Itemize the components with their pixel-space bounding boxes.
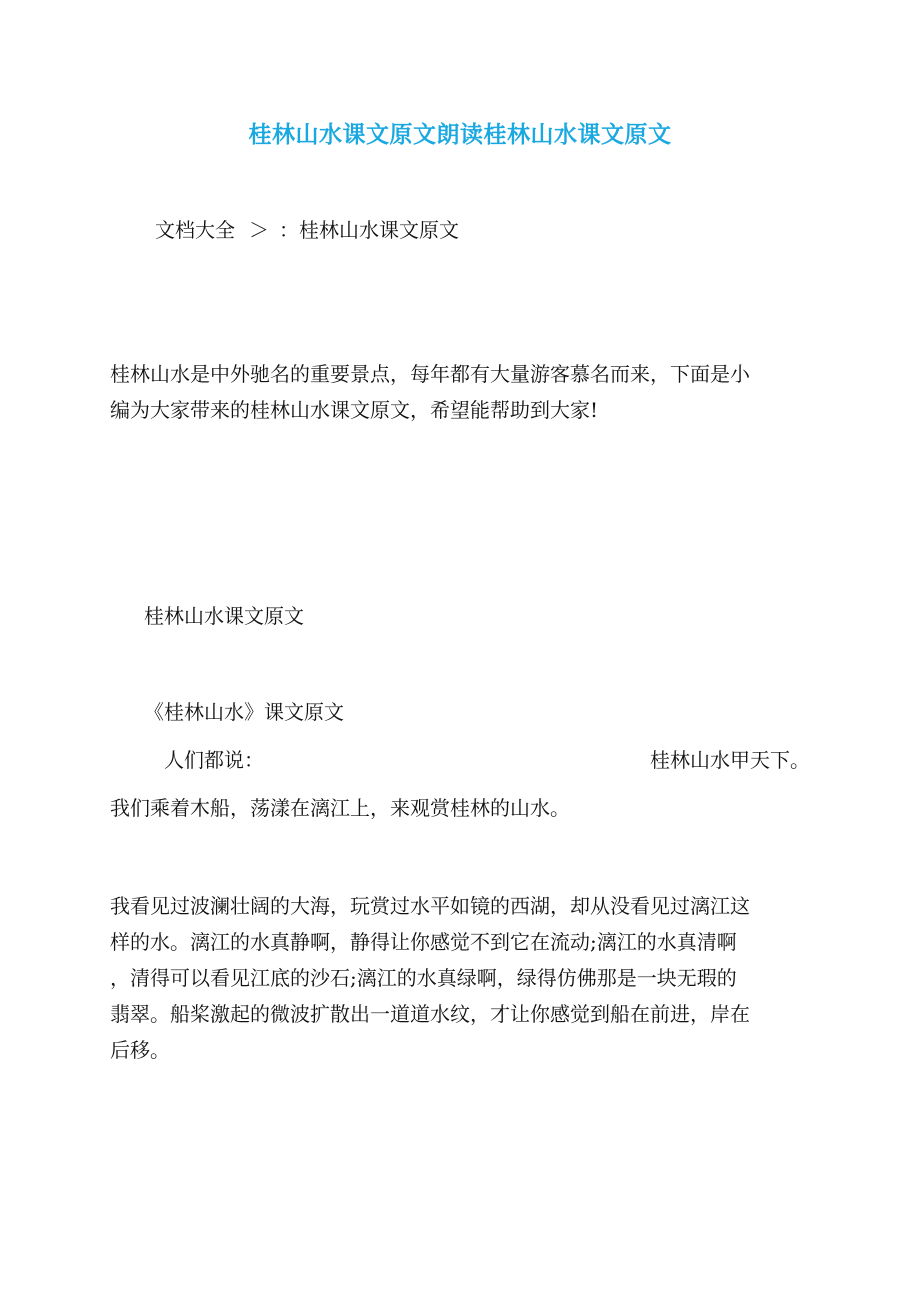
breadcrumb [155,212,459,248]
breadcrumb-current: ：桂林山水课文原文 [279,218,459,242]
breadcrumb-separator: ＞ [249,218,269,242]
water-paragraph [110,888,810,1068]
intro-line: 编为大家带来的桂林山水课文原文，希望能帮助到大家! [110,398,599,422]
saying-right: 桂林山水甲天下。 [650,748,810,772]
water-line: 翡翠。船桨激起的微波扩散出一道道水纹，才让你感觉到船在前进，岸在 [110,1002,750,1026]
water-line: 后移。 [110,1038,170,1062]
voyage-line: 我们乘着木船，荡漾在漓江上，来观赏桂林的山水。 [110,796,570,820]
water-line: 样的水。漓江的水真静啊，静得让你感觉不到它在流动;漓江的水真清啊 [110,930,737,954]
section-title: 桂林山水课文原文 [144,604,304,628]
water-line: ，清得可以看见江底的沙石;漓江的水真绿啊，绿得仿佛那是一块无瑕的 [110,966,737,990]
breadcrumb-home[interactable]: 文档大全 [155,218,235,242]
intro-line: 桂林山水是中外驰名的重要景点，每年都有大量游客慕名而来，下面是小 [110,362,750,386]
saying-row [164,742,810,778]
saying-left: 人们都说： [164,748,264,772]
document-title: 桂林山水课文原文朗读桂林山水课文原文 [248,121,672,148]
water-line: 我看见过波澜壮阔的大海，玩赏过水平如镜的西湖，却从没看见过漓江这 [110,894,750,918]
intro-paragraph [110,356,810,428]
text-subtitle: 《桂林山水》课文原文 [144,700,344,724]
